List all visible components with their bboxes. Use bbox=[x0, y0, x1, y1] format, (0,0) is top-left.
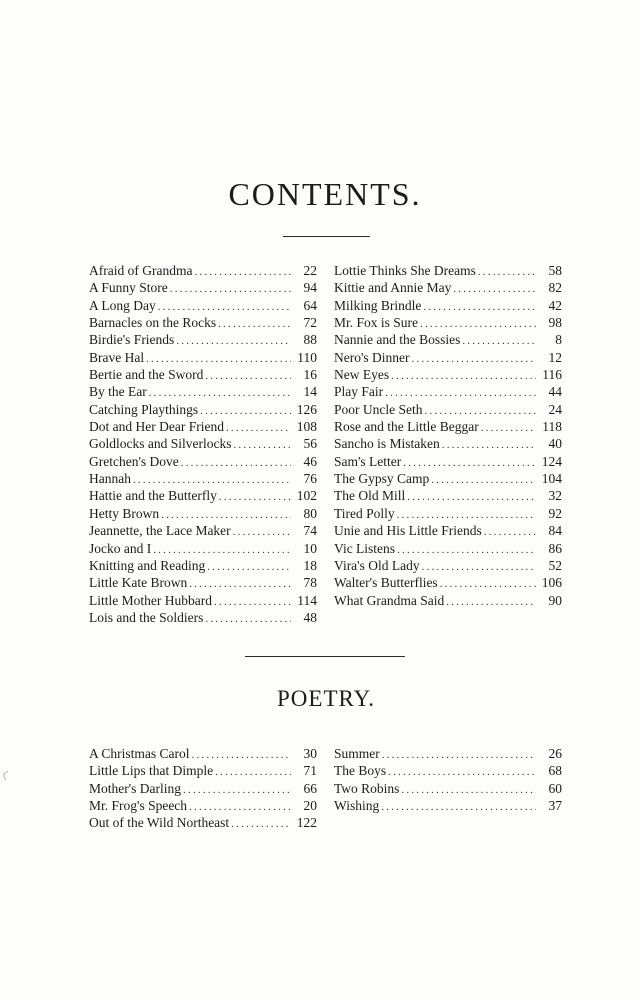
toc-entry-title: Catching Playthings bbox=[89, 401, 199, 417]
dot-leader bbox=[183, 782, 291, 799]
toc-entry-title: Brave Hal bbox=[89, 349, 145, 365]
toc-entry-title: Mr. Fox is Sure bbox=[334, 315, 419, 331]
toc-entry bbox=[89, 279, 317, 296]
dot-leader bbox=[412, 351, 536, 368]
toc-entry-page-number: 44 bbox=[548, 384, 562, 400]
toc-entry bbox=[334, 366, 562, 383]
toc-entry-page-number: 8 bbox=[555, 332, 562, 348]
toc-entry bbox=[334, 762, 562, 779]
toc-entry bbox=[89, 262, 317, 279]
toc-entry-page-number: 56 bbox=[303, 436, 317, 452]
toc-entry-title: What Grandma Said bbox=[334, 592, 445, 608]
toc-entry-title: Gretchen's Dove bbox=[89, 453, 179, 469]
toc-entry bbox=[89, 505, 317, 522]
toc-entry bbox=[334, 314, 562, 331]
toc-entry-title: Nero's Dinner bbox=[334, 349, 410, 365]
toc-entry-page-number: 48 bbox=[303, 609, 317, 625]
toc-entry-page-number: 58 bbox=[548, 263, 562, 278]
dot-leader bbox=[194, 264, 291, 281]
dot-leader bbox=[388, 764, 536, 781]
toc-entry bbox=[89, 814, 317, 831]
toc-entry bbox=[334, 453, 562, 470]
toc-entry bbox=[89, 762, 317, 779]
toc-entry-title: Sam's Letter bbox=[334, 453, 402, 469]
toc-entry-title: Hannah bbox=[89, 471, 131, 487]
toc-entry-title: Poor Uncle Seth bbox=[334, 401, 423, 417]
toc-entry-page-number: 122 bbox=[296, 815, 317, 831]
toc-entry-title: A Christmas Carol bbox=[89, 746, 190, 761]
toc-entry-page-number: 92 bbox=[548, 505, 562, 521]
toc-entry bbox=[334, 592, 562, 609]
dot-leader bbox=[481, 420, 536, 437]
toc-entry bbox=[334, 522, 562, 539]
toc-entry-title: Wishing bbox=[334, 798, 380, 814]
toc-entry bbox=[89, 592, 317, 609]
toc-entry-title: Barnacles on the Rocks bbox=[89, 315, 217, 331]
toc-entry-title: Little Kate Brown bbox=[89, 575, 188, 591]
toc-entry-title: A Funny Store bbox=[89, 280, 168, 296]
toc-entry-title: The Old Mill bbox=[334, 488, 406, 504]
toc-entry-page-number: 86 bbox=[548, 540, 562, 556]
toc-entry bbox=[89, 487, 317, 504]
toc-entry bbox=[334, 745, 562, 762]
dot-leader bbox=[231, 816, 291, 833]
dot-leader bbox=[207, 559, 291, 576]
toc-entry bbox=[334, 505, 562, 522]
toc-entry-page-number: 60 bbox=[548, 780, 562, 796]
toc-entry-page-number: 98 bbox=[548, 315, 562, 331]
contents-list-right bbox=[334, 262, 562, 609]
toc-entry-title: Lottie Thinks She Dreams bbox=[334, 263, 476, 278]
toc-entry bbox=[89, 797, 317, 814]
toc-entry-title: Dot and Her Dear Friend bbox=[89, 419, 224, 435]
toc-entry bbox=[89, 522, 317, 539]
toc-entry-title: Kittie and Annie May bbox=[334, 280, 452, 296]
dot-leader bbox=[478, 264, 536, 281]
dot-leader bbox=[176, 333, 291, 350]
toc-entry-title: The Gypsy Camp bbox=[334, 471, 430, 487]
toc-entry-page-number: 16 bbox=[303, 367, 317, 383]
toc-entry-page-number: 84 bbox=[548, 523, 562, 539]
toc-entry-title: Mr. Frog's Speech bbox=[89, 798, 188, 814]
dot-leader bbox=[233, 437, 291, 454]
toc-entry-page-number: 126 bbox=[296, 401, 317, 417]
toc-entry bbox=[89, 418, 317, 435]
toc-entry bbox=[89, 383, 317, 400]
dot-leader bbox=[218, 316, 291, 333]
toc-entry-title: Summer bbox=[334, 746, 380, 761]
dot-leader bbox=[401, 782, 536, 799]
toc-entry bbox=[334, 540, 562, 557]
dot-leader bbox=[181, 455, 291, 472]
dot-leader bbox=[484, 524, 536, 541]
poetry-list-left bbox=[89, 745, 317, 832]
toc-entry bbox=[334, 557, 562, 574]
toc-entry-page-number: 78 bbox=[303, 575, 317, 591]
toc-entry-title: By the Ear bbox=[89, 384, 147, 400]
toc-entry bbox=[89, 349, 317, 366]
dot-leader bbox=[382, 747, 536, 764]
dot-leader bbox=[170, 281, 291, 298]
toc-entry-title: Two Robins bbox=[334, 780, 400, 796]
toc-entry-title: Hattie and the Butterfly bbox=[89, 488, 217, 504]
toc-entry bbox=[89, 401, 317, 418]
toc-entry-title: Hetty Brown bbox=[89, 505, 160, 521]
toc-entry-page-number: 40 bbox=[548, 436, 562, 452]
toc-entry bbox=[334, 797, 562, 814]
toc-entry bbox=[334, 297, 562, 314]
toc-entry-page-number: 52 bbox=[548, 557, 562, 573]
toc-entry-title: Vira's Old Lady bbox=[334, 557, 420, 573]
toc-entry-title: Lois and the Soldiers bbox=[89, 609, 204, 625]
contents-heading: CONTENTS. bbox=[228, 176, 422, 212]
dot-leader bbox=[205, 368, 291, 385]
toc-entry-title: Play Fair bbox=[334, 384, 384, 400]
toc-entry-page-number: 68 bbox=[548, 763, 562, 779]
toc-entry-page-number: 64 bbox=[303, 297, 317, 313]
dot-leader bbox=[462, 333, 536, 350]
toc-entry bbox=[334, 780, 562, 797]
dot-leader bbox=[442, 437, 536, 454]
toc-entry-page-number: 71 bbox=[303, 763, 317, 779]
toc-entry-page-number: 42 bbox=[548, 297, 562, 313]
toc-entry-page-number: 72 bbox=[303, 315, 317, 331]
toc-entry-title: Nannie and the Bossies bbox=[334, 332, 461, 348]
toc-entry bbox=[334, 435, 562, 452]
margin-mark bbox=[2, 771, 12, 781]
toc-entry-title: Little Mother Hubbard bbox=[89, 592, 212, 608]
toc-entry-title: Goldlocks and Silverlocks bbox=[89, 436, 232, 452]
dot-leader bbox=[440, 576, 536, 593]
dot-leader bbox=[453, 281, 536, 298]
toc-entry bbox=[334, 574, 562, 591]
dot-leader bbox=[391, 368, 536, 385]
toc-entry bbox=[89, 540, 317, 557]
toc-entry-title: Mother's Darling bbox=[89, 780, 182, 796]
toc-entry-title: Bertie and the Sword bbox=[89, 367, 204, 383]
dot-leader bbox=[446, 594, 536, 611]
toc-entry-page-number: 26 bbox=[548, 746, 562, 761]
dot-leader bbox=[381, 799, 536, 816]
toc-entry-title: Milking Brindle bbox=[334, 297, 422, 313]
toc-entry bbox=[89, 780, 317, 797]
toc-entry-page-number: 37 bbox=[548, 798, 562, 814]
toc-entry-page-number: 82 bbox=[548, 280, 562, 296]
toc-entry bbox=[334, 262, 562, 279]
toc-entry bbox=[89, 557, 317, 574]
toc-entry-page-number: 80 bbox=[303, 505, 317, 521]
toc-entry bbox=[89, 453, 317, 470]
dot-leader bbox=[423, 299, 536, 316]
dot-leader bbox=[215, 764, 291, 781]
toc-entry-page-number: 66 bbox=[303, 780, 317, 796]
toc-entry-page-number: 104 bbox=[541, 471, 562, 487]
toc-entry-title: Unie and His Little Friends bbox=[334, 523, 482, 539]
dot-leader bbox=[431, 472, 536, 489]
toc-entry-title: Afraid of Grandma bbox=[89, 263, 193, 278]
toc-entry-title: Rose and the Little Beggar bbox=[334, 419, 479, 435]
toc-entry-page-number: 124 bbox=[541, 453, 562, 469]
toc-entry-page-number: 76 bbox=[303, 471, 317, 487]
toc-entry-title: Walter's Butterflies bbox=[334, 575, 438, 591]
toc-entry-title: Tired Polly bbox=[334, 505, 395, 521]
toc-entry bbox=[334, 487, 562, 504]
toc-entry bbox=[89, 745, 317, 762]
toc-entry-page-number: 10 bbox=[303, 540, 317, 556]
toc-entry-page-number: 114 bbox=[297, 592, 317, 608]
toc-entry-title: Little Lips that Dimple bbox=[89, 763, 214, 779]
dot-leader bbox=[219, 489, 291, 506]
dot-leader bbox=[233, 524, 291, 541]
dot-leader bbox=[422, 559, 536, 576]
toc-entry bbox=[89, 297, 317, 314]
toc-entry-page-number: 32 bbox=[548, 488, 562, 504]
dot-leader bbox=[214, 594, 291, 611]
toc-entry-page-number: 30 bbox=[303, 746, 317, 761]
dot-leader bbox=[226, 420, 291, 437]
dot-leader bbox=[407, 489, 536, 506]
toc-entry-page-number: 88 bbox=[303, 332, 317, 348]
poetry-divider bbox=[245, 656, 405, 657]
toc-entry bbox=[334, 279, 562, 296]
toc-entry-page-number: 108 bbox=[296, 419, 317, 435]
toc-entry bbox=[89, 366, 317, 383]
toc-entry-title: Birdie's Friends bbox=[89, 332, 175, 348]
toc-entry-page-number: 94 bbox=[303, 280, 317, 296]
toc-entry bbox=[334, 470, 562, 487]
toc-entry-title: Out of the Wild Northeast bbox=[89, 815, 230, 831]
toc-entry-page-number: 46 bbox=[303, 453, 317, 469]
toc-entry-title: New Eyes bbox=[334, 367, 390, 383]
poetry-list-right bbox=[334, 745, 562, 814]
toc-entry-page-number: 106 bbox=[541, 575, 562, 591]
toc-entry-title: A Long Day bbox=[89, 297, 156, 313]
toc-entry-page-number: 116 bbox=[542, 367, 562, 383]
toc-entry bbox=[89, 470, 317, 487]
toc-entry bbox=[334, 349, 562, 366]
contents-divider bbox=[283, 236, 370, 237]
toc-entry-page-number: 90 bbox=[548, 592, 562, 608]
toc-entry bbox=[334, 383, 562, 400]
toc-entry bbox=[89, 609, 317, 626]
toc-entry bbox=[334, 401, 562, 418]
toc-entry-title: Sancho is Mistaken bbox=[334, 436, 440, 452]
toc-entry-page-number: 102 bbox=[296, 488, 317, 504]
toc-entry-page-number: 24 bbox=[548, 401, 562, 417]
toc-entry-title: Knitting and Reading bbox=[89, 557, 206, 573]
toc-entry-page-number: 12 bbox=[548, 349, 562, 365]
toc-entry-page-number: 18 bbox=[303, 557, 317, 573]
dot-leader bbox=[205, 611, 291, 628]
toc-entry bbox=[334, 418, 562, 435]
toc-entry-title: Vic Listens bbox=[334, 540, 396, 556]
toc-entry bbox=[89, 574, 317, 591]
toc-entry-title: Jocko and I bbox=[89, 540, 152, 556]
toc-entry-title: The Boys bbox=[334, 763, 387, 779]
toc-entry-page-number: 20 bbox=[303, 798, 317, 814]
toc-entry bbox=[89, 314, 317, 331]
contents-list-left bbox=[89, 262, 317, 626]
toc-entry-page-number: 14 bbox=[303, 384, 317, 400]
toc-entry bbox=[334, 331, 562, 348]
toc-entry bbox=[89, 331, 317, 348]
toc-entry-page-number: 110 bbox=[297, 349, 317, 365]
toc-entry-page-number: 118 bbox=[542, 419, 562, 435]
toc-entry bbox=[89, 435, 317, 452]
poetry-heading: POETRY. bbox=[277, 686, 375, 711]
toc-entry-page-number: 74 bbox=[303, 523, 317, 539]
toc-entry-title: Jeannette, the Lace Maker bbox=[89, 523, 231, 539]
toc-entry-page-number: 22 bbox=[303, 263, 317, 278]
